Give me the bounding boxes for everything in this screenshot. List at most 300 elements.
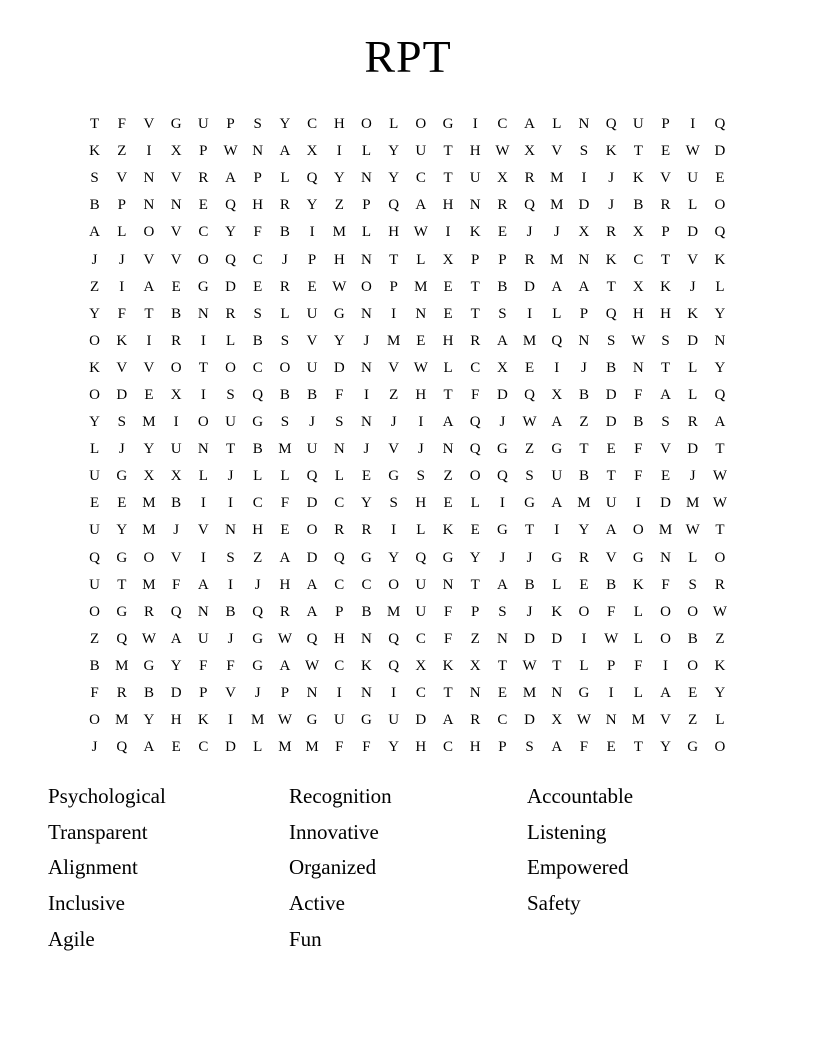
grid-letter: A <box>551 278 563 295</box>
grid-letter: H <box>333 116 345 133</box>
grid-letter: F <box>579 739 589 756</box>
grid-letter: N <box>225 522 236 539</box>
grid-letter: A <box>551 495 563 512</box>
grid-letter: T <box>198 359 208 376</box>
grid-letter: I <box>200 495 206 512</box>
grid-letter: U <box>306 441 318 458</box>
grid-letter: J <box>553 224 560 241</box>
grid-letter: B <box>524 576 535 593</box>
grid-letter: J <box>499 414 506 431</box>
grid-letter: X <box>469 657 481 674</box>
grid-letter: X <box>578 224 590 241</box>
word-list-item: Fun <box>289 926 322 951</box>
grid-letter: O <box>660 630 671 647</box>
grid-letter: E <box>90 495 100 512</box>
grid-letter: T <box>497 657 507 674</box>
grid-letter: W <box>413 359 428 376</box>
grid-letter: Q <box>116 739 128 756</box>
grid-letter: I <box>554 359 560 376</box>
grid-letter: I <box>146 332 152 349</box>
grid-letter: E <box>688 685 698 702</box>
grid-letter: J <box>417 441 424 458</box>
grid-letter: J <box>227 630 234 647</box>
grid-letter: S <box>498 305 507 322</box>
grid-letter: W <box>712 495 727 512</box>
grid-letter: K <box>714 251 726 268</box>
grid-letter: W <box>712 603 727 620</box>
grid-letter: I <box>146 143 152 160</box>
grid-letter: I <box>581 630 587 647</box>
grid-letter: I <box>391 305 397 322</box>
word-list-column <box>527 779 633 922</box>
grid-letter: P <box>226 116 235 133</box>
grid-letter: E <box>497 685 507 702</box>
grid-letter: T <box>552 657 562 674</box>
grid-letter: I <box>173 414 179 431</box>
grid-letter: V <box>116 170 128 187</box>
grid-letter: T <box>470 305 480 322</box>
grid-letter: Q <box>714 224 726 241</box>
grid-letter: K <box>442 657 454 674</box>
grid-letter: N <box>197 603 209 620</box>
word-list-item: Empowered <box>527 855 629 880</box>
grid-letter: U <box>225 414 236 431</box>
grid-letter: T <box>606 468 616 485</box>
grid-letter: P <box>362 197 371 214</box>
grid-letter: S <box>226 549 235 566</box>
grid-letter: I <box>690 116 696 133</box>
grid-letter: L <box>416 522 426 539</box>
grid-letter: A <box>551 739 563 756</box>
grid-letter: Q <box>252 386 264 403</box>
grid-letter: E <box>579 576 589 593</box>
grid-letter: M <box>577 495 591 512</box>
grid-letter: M <box>686 495 700 512</box>
word-list-item: Active <box>289 891 345 916</box>
grid-letter: M <box>658 522 673 539</box>
grid-letter: Q <box>306 468 318 485</box>
grid-letter: P <box>117 197 126 214</box>
grid-letter: O <box>632 522 644 539</box>
grid-letter: V <box>306 332 318 349</box>
grid-letter: R <box>279 603 290 620</box>
grid-letter: T <box>715 522 725 539</box>
grid-letter: J <box>526 603 533 620</box>
grid-letter: W <box>712 468 727 485</box>
word-list-item: Innovative <box>289 819 379 844</box>
grid-letter: C <box>252 495 263 512</box>
word-list-item: Safety <box>527 891 581 916</box>
grid-letter: T <box>225 441 236 458</box>
grid-letter: E <box>443 278 453 295</box>
grid-letter: X <box>496 359 508 376</box>
grid-letter: M <box>386 332 401 349</box>
grid-letter: Q <box>225 197 236 214</box>
grid-letter: U <box>306 359 318 376</box>
grid-letter: O <box>388 576 400 593</box>
grid-letter: D <box>225 278 236 295</box>
grid-letter: Q <box>469 441 481 458</box>
grid-letter: M <box>522 685 537 702</box>
grid-letter: Y <box>714 359 726 376</box>
grid-letter: T <box>579 441 589 458</box>
grid-letter: R <box>334 522 345 539</box>
grid-letter: E <box>606 739 616 756</box>
grid-letter: T <box>633 143 643 160</box>
grid-letter: K <box>361 657 372 674</box>
grid-letter: N <box>170 197 182 214</box>
grid-letter: Z <box>90 630 100 647</box>
grid-letter: E <box>253 278 263 295</box>
grid-letter: N <box>143 170 155 187</box>
grid-letter: A <box>578 278 590 295</box>
word-list-item: Alignment <box>48 855 138 880</box>
grid-letter: I <box>363 386 369 403</box>
grid-letter: E <box>144 386 154 403</box>
grid-letter: C <box>497 712 508 729</box>
grid-letter: M <box>332 224 346 241</box>
grid-letter: V <box>170 170 182 187</box>
grid-letter: D <box>225 739 236 756</box>
grid-letter: Z <box>525 441 535 458</box>
grid-letter: B <box>687 630 698 647</box>
grid-letter: Z <box>470 630 480 647</box>
grid-letter: F <box>443 603 453 620</box>
grid-letter: V <box>197 522 209 539</box>
grid-letter: N <box>442 576 454 593</box>
grid-letter: O <box>143 224 155 241</box>
grid-letter: N <box>197 441 209 458</box>
grid-letter: O <box>714 197 726 214</box>
grid-letter: B <box>252 441 263 458</box>
grid-letter: S <box>117 414 126 431</box>
grid-letter: S <box>389 495 398 512</box>
grid-letter: G <box>496 441 508 458</box>
grid-letter: G <box>442 549 454 566</box>
grid-letter: W <box>223 143 238 160</box>
grid-letter: N <box>632 359 644 376</box>
grid-letter: G <box>143 657 155 674</box>
grid-letter: Q <box>524 197 536 214</box>
grid-letter: I <box>119 278 125 295</box>
grid-letter: N <box>469 685 481 702</box>
grid-letter: L <box>117 224 127 241</box>
grid-letter: G <box>306 712 318 729</box>
grid-letter: O <box>170 359 182 376</box>
grid-letter: D <box>605 414 617 431</box>
grid-letter: Y <box>170 657 182 674</box>
grid-letter: Y <box>89 305 101 322</box>
grid-letter: L <box>225 332 236 349</box>
grid-letter: L <box>633 603 643 620</box>
grid-letter: P <box>471 251 480 268</box>
grid-letter: W <box>604 630 619 647</box>
grid-letter: M <box>142 576 156 593</box>
grid-letter: L <box>361 224 372 241</box>
grid-letter: X <box>170 386 182 403</box>
grid-letter: R <box>497 197 508 214</box>
grid-letter: K <box>116 332 128 349</box>
grid-letter: I <box>472 116 478 133</box>
grid-letter: G <box>116 468 128 485</box>
grid-letter: F <box>634 441 643 458</box>
grid-letter: O <box>306 522 318 539</box>
grid-letter: N <box>660 549 671 566</box>
grid-letter: C <box>252 359 263 376</box>
grid-letter: K <box>442 522 454 539</box>
grid-letter: J <box>608 197 615 214</box>
grid-letter: C <box>415 685 426 702</box>
grid-letter: I <box>527 305 533 322</box>
grid-letter: I <box>554 522 560 539</box>
grid-letter: L <box>389 116 399 133</box>
grid-letter: W <box>522 657 537 674</box>
grid-letter: Q <box>469 414 481 431</box>
grid-letter: J <box>499 549 506 566</box>
grid-letter: U <box>415 143 427 160</box>
grid-letter: V <box>143 251 155 268</box>
grid-letter: H <box>388 224 400 241</box>
grid-letter: Y <box>714 685 726 702</box>
grid-letter: Z <box>715 630 725 647</box>
grid-letter: J <box>689 468 696 485</box>
grid-letter: M <box>278 739 292 756</box>
grid-letter: R <box>116 685 127 702</box>
grid-letter: J <box>608 170 615 187</box>
grid-letter: J <box>254 576 261 593</box>
grid-letter: N <box>333 441 345 458</box>
grid-letter: Q <box>388 657 400 674</box>
grid-letter: G <box>252 630 264 647</box>
grid-letter: R <box>524 170 535 187</box>
grid-letter: E <box>198 197 208 214</box>
grid-letter: U <box>632 116 644 133</box>
grid-letter: F <box>634 657 643 674</box>
grid-letter: G <box>252 414 264 431</box>
grid-letter: D <box>687 332 699 349</box>
grid-letter: P <box>606 657 616 674</box>
grid-letter: Q <box>306 630 318 647</box>
grid-letter: B <box>279 224 290 241</box>
grid-letter: Z <box>443 468 453 485</box>
grid-letter: P <box>335 603 344 620</box>
grid-letter: K <box>469 224 481 241</box>
grid-letter: F <box>634 386 643 403</box>
grid-letter: R <box>279 278 290 295</box>
grid-letter: N <box>361 251 372 268</box>
grid-letter: S <box>661 414 670 431</box>
grid-letter: M <box>115 657 129 674</box>
grid-letter: R <box>470 332 481 349</box>
grid-letter: I <box>228 712 234 729</box>
grid-letter: F <box>117 305 126 322</box>
grid-letter: Y <box>660 739 671 756</box>
grid-letter: S <box>416 468 426 485</box>
grid-letter: Q <box>388 197 400 214</box>
grid-letter: U <box>170 441 182 458</box>
grid-letter: U <box>388 712 400 729</box>
grid-letter: A <box>170 630 182 647</box>
grid-letter: J <box>281 251 288 268</box>
grid-letter: S <box>90 170 99 187</box>
grid-letter: T <box>117 576 127 593</box>
word-list-item: Listening <box>527 819 607 844</box>
grid-letter: U <box>687 170 699 187</box>
grid-letter: D <box>524 278 536 295</box>
grid-letter: G <box>632 549 644 566</box>
grid-letter: Y <box>388 739 400 756</box>
grid-letter: I <box>445 224 451 241</box>
grid-letter: G <box>388 468 400 485</box>
grid-letter: R <box>578 549 589 566</box>
grid-letter: I <box>200 332 206 349</box>
grid-letter: A <box>660 386 671 403</box>
grid-letter: T <box>443 386 453 403</box>
grid-letter: A <box>143 278 155 295</box>
grid-letter: F <box>199 657 208 674</box>
grid-letter: F <box>280 495 290 512</box>
grid-letter: O <box>225 359 236 376</box>
grid-letter: R <box>171 332 182 349</box>
grid-letter: B <box>361 603 372 620</box>
grid-letter: B <box>633 197 644 214</box>
grid-letter: I <box>336 143 342 160</box>
grid-letter: A <box>415 197 427 214</box>
grid-letter: G <box>578 685 590 702</box>
grid-letter: B <box>225 603 236 620</box>
grid-letter: X <box>524 143 536 160</box>
grid-letter: L <box>552 576 562 593</box>
grid-letter: R <box>714 576 725 593</box>
grid-letter: M <box>142 495 156 512</box>
grid-letter: I <box>200 549 206 566</box>
grid-letter: A <box>442 712 454 729</box>
grid-letter: C <box>470 359 481 376</box>
grid-letter: S <box>280 332 290 349</box>
grid-letter: Y <box>143 712 155 729</box>
grid-letter: F <box>253 224 262 241</box>
grid-letter: F <box>606 603 616 620</box>
grid-letter: W <box>685 143 700 160</box>
grid-letter: H <box>415 739 427 756</box>
grid-letter: D <box>687 224 699 241</box>
grid-letter: A <box>496 332 508 349</box>
grid-letter: E <box>171 278 181 295</box>
grid-letter: C <box>198 224 209 241</box>
grid-letter: L <box>633 685 643 702</box>
grid-letter: V <box>170 549 182 566</box>
grid-letter: V <box>551 143 563 160</box>
grid-letter: E <box>443 305 453 322</box>
grid-letter: S <box>606 332 616 349</box>
grid-letter: F <box>171 576 181 593</box>
grid-letter: E <box>171 739 181 756</box>
grid-letter: X <box>442 251 454 268</box>
grid-letter: O <box>469 468 481 485</box>
grid-letter: T <box>470 278 480 295</box>
grid-letter: U <box>197 116 209 133</box>
grid-letter: G <box>333 305 345 322</box>
grid-letter: F <box>471 386 480 403</box>
grid-letter: V <box>116 359 128 376</box>
grid-letter: L <box>280 305 290 322</box>
grid-letter: E <box>307 278 317 295</box>
grid-letter: G <box>551 441 563 458</box>
word-list-item: Accountable <box>527 784 634 808</box>
grid-letter: E <box>715 170 725 187</box>
grid-letter: N <box>252 143 264 160</box>
grid-letter: N <box>578 251 590 268</box>
grid-letter: T <box>90 116 100 133</box>
grid-letter: Y <box>333 332 345 349</box>
grid-letter: Y <box>578 522 590 539</box>
grid-letter: W <box>305 657 320 674</box>
grid-letter: U <box>89 576 101 593</box>
grid-letter: O <box>660 603 671 620</box>
grid-letter: V <box>143 359 155 376</box>
grid-letter: T <box>389 251 399 268</box>
grid-letter: W <box>141 630 157 647</box>
grid-letter: H <box>442 332 454 349</box>
grid-letter: T <box>470 576 480 593</box>
grid-letter: U <box>333 712 345 729</box>
grid-letter: O <box>361 116 372 133</box>
grid-letter: E <box>606 441 616 458</box>
grid-letter: Z <box>253 549 263 566</box>
grid-letter: S <box>253 305 262 322</box>
grid-letter: P <box>579 305 589 322</box>
grid-letter: T <box>525 522 535 539</box>
grid-letter: P <box>661 116 670 133</box>
grid-letter: A <box>197 576 209 593</box>
word-list-item: Agile <box>48 926 95 951</box>
grid-letter: H <box>660 305 671 322</box>
grid-letter: K <box>197 712 209 729</box>
grid-letter: Q <box>605 116 617 133</box>
grid-letter: B <box>578 468 589 485</box>
grid-letter: V <box>605 549 617 566</box>
grid-letter: D <box>605 386 617 403</box>
grid-letter: X <box>632 278 644 295</box>
grid-letter: S <box>525 468 534 485</box>
grid-letter: A <box>279 657 291 674</box>
grid-letter: X <box>143 468 155 485</box>
grid-letter: I <box>418 414 424 431</box>
grid-letter: D <box>660 495 671 512</box>
grid-letter: L <box>416 251 426 268</box>
grid-letter: Y <box>388 143 400 160</box>
grid-letter: X <box>415 657 427 674</box>
grid-letter: D <box>714 143 726 160</box>
grid-letter: Q <box>605 305 617 322</box>
grid-letter: G <box>361 712 372 729</box>
grid-letter: K <box>714 657 726 674</box>
grid-letter: K <box>632 576 644 593</box>
grid-letter: P <box>199 685 208 702</box>
grid-letter: J <box>363 441 370 458</box>
grid-letter: B <box>171 495 182 512</box>
grid-letter: U <box>89 522 101 539</box>
grid-letter: N <box>361 685 372 702</box>
grid-letter: G <box>551 549 563 566</box>
grid-letter: L <box>253 468 263 485</box>
grid-letter: G <box>197 278 209 295</box>
grid-letter: D <box>306 549 318 566</box>
grid-letter: R <box>279 197 290 214</box>
grid-letter: K <box>605 251 617 268</box>
grid-letter: P <box>307 251 317 268</box>
grid-letter: O <box>687 657 699 674</box>
